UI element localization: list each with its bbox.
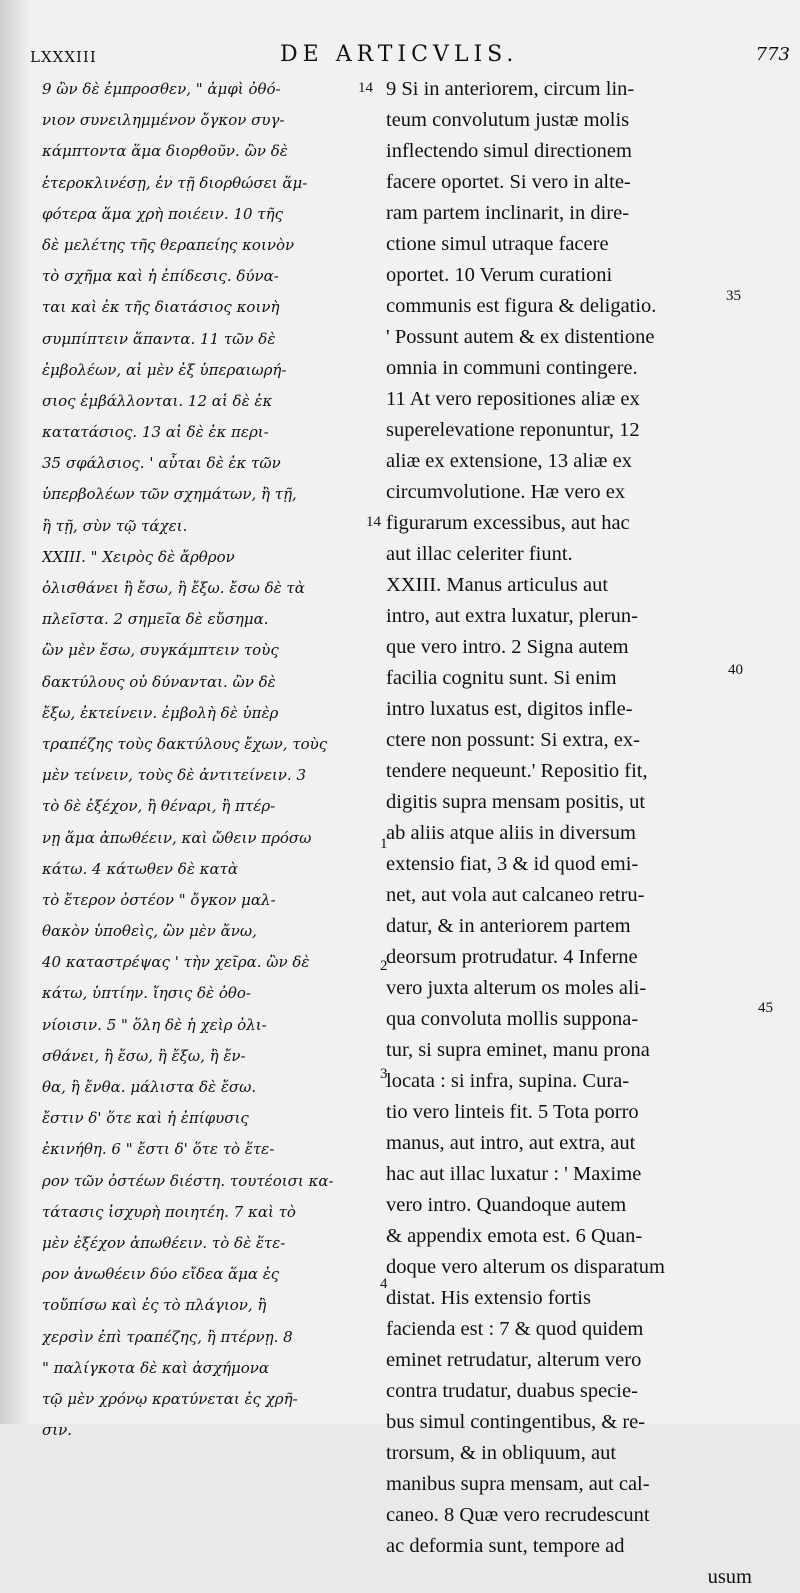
- latin-text-line: tur, si supra eminet, manu prona: [386, 1039, 650, 1061]
- latin-text-line: extensio fiat, 3 & id quod emi-: [386, 853, 639, 875]
- latin-text-line: inflectendo simul directionem: [386, 140, 632, 162]
- greek-text-line: σιος ἐμβάλλονται. 12 αἱ δὲ ἐκ: [42, 391, 273, 410]
- latin-text-line: 9 Si in anteriorem, circum lin-: [386, 78, 635, 100]
- greek-text-line: τὸ δὲ ἐξέχον, ἢ θέναρι, ἢ πτέρ-: [42, 797, 276, 816]
- latin-text-line: distat. His extensio fortis: [386, 1287, 591, 1309]
- latin-text-line: digitis supra mensam positis, ut: [386, 791, 646, 813]
- latin-text-line: trorsum, & in obliquum, aut: [386, 1442, 617, 1464]
- latin-text-line: facere oportet. Si vero in alte-: [386, 171, 631, 193]
- latin-text-line: manibus supra mensam, aut cal-: [386, 1473, 650, 1495]
- greek-text-line: ὑπερβολέων τῶν σχημάτων, ἢ τῇ,: [42, 485, 297, 504]
- greek-text-line: ἑτεροκλινέσῃ, ἐν τῇ διορθώσει ἅμ-: [42, 173, 308, 192]
- latin-text-line: intro luxatus est, digitos infle-: [386, 698, 633, 720]
- latin-text-line: communis est figura & deligatio.: [386, 295, 657, 317]
- latin-text-line: aut illac celeriter fiunt.: [386, 543, 573, 565]
- greek-text-line: ἐκινήθη. 6 " ἔστι δ' ὅτε τὸ ἕτε-: [42, 1140, 275, 1159]
- latin-text-line: tio vero linteis fit. 5 Tota porro: [386, 1101, 639, 1123]
- latin-text-line: contra trudatur, duabus specie-: [386, 1380, 638, 1402]
- greek-text-line: θα, ἢ ἔνθα. μάλιστα δὲ ἔσω.: [42, 1078, 257, 1096]
- latin-text-line: que vero intro. 2 Signa autem: [386, 636, 629, 658]
- latin-text-line: doque vero alterum os disparatum: [386, 1256, 665, 1278]
- latin-text-line: vero juxta alterum os moles ali-: [386, 977, 647, 999]
- latin-text-line: superelevatione reponuntur, 12: [386, 419, 640, 441]
- latin-text-line: eminet retrudatur, alterum vero: [386, 1349, 642, 1371]
- latin-text-line: usum: [707, 1566, 752, 1588]
- latin-text-column: [386, 74, 752, 1593]
- greek-text-line: τραπέζης τοὺς δακτύλους ἔχων, τοὺς: [42, 734, 328, 753]
- page-number: 773: [755, 44, 790, 65]
- latin-text-line: 11 At vero repositiones aliæ ex: [386, 388, 640, 410]
- greek-text-line: ται καὶ ἐκ τῆς διατάσιος κοινὴ: [42, 298, 280, 317]
- greek-margin-number: 1: [380, 836, 388, 852]
- section-number: LXXXIII: [30, 48, 97, 66]
- greek-text-line: ἢ τῇ, σὺν τῷ τάχει.: [42, 516, 188, 535]
- latin-text-line: XXIII. Manus articulus aut: [386, 574, 609, 596]
- latin-text-line: ctione simul utraque facere: [386, 233, 609, 255]
- greek-text-line: δὲ μελέτης τῆς θεραπείης κοινὸν: [42, 235, 295, 254]
- greek-text-line: νίοισιν. 5 " ὅλη δὲ ἡ χεὶρ ὀλι-: [42, 1015, 267, 1034]
- latin-text-line: ab aliis atque aliis in diversum: [386, 822, 636, 844]
- greek-margin-number: 14: [358, 80, 373, 96]
- greek-text-line: νιον συνειλημμένον ὄγκον συγ-: [42, 111, 285, 130]
- latin-text-line: caneo. 8 Quæ vero recrudescunt: [386, 1504, 650, 1526]
- greek-margin-number: 2: [380, 958, 388, 974]
- latin-text-line: omnia in communi contingere.: [386, 357, 638, 379]
- greek-text-line: θακὸν ὑποθεὶς, ὢν μὲν ἄνω,: [42, 922, 257, 941]
- latin-text-line: qua convoluta mollis suppona-: [386, 1008, 639, 1030]
- latin-margin-number: 35: [726, 288, 741, 304]
- greek-text-line: 35 σφάλσιος. ' αὗται δὲ ἐκ τῶν: [42, 454, 281, 473]
- greek-text-line: κάτω, ὑπτίην. ἴησις δὲ ὀθο-: [42, 984, 251, 1003]
- greek-text-line: τὸ σχῆμα καὶ ἡ ἐπίδεσις. δύνα-: [42, 267, 279, 286]
- greek-text-line: ὢν μὲν ἔσω, συγκάμπτειν τοὺς: [42, 641, 279, 660]
- greek-text-line: XXIII. " Χειρὸς δὲ ἄρθρον: [42, 547, 235, 566]
- greek-margin-number: 14: [366, 514, 381, 530]
- greek-margin-number: 3: [380, 1066, 388, 1082]
- greek-text-line: 9 ὢν δὲ ἐμπροσθεν, " ἀμφὶ ὀθό-: [42, 80, 281, 98]
- latin-text-line: oportet. 10 Verum curationi: [386, 264, 613, 286]
- latin-text-line: & appendix emota est. 6 Quan-: [386, 1225, 643, 1247]
- latin-text-line: ctere non possunt: Si extra, ex-: [386, 729, 640, 751]
- latin-text-line: manus, aut intro, aut extra, aut: [386, 1132, 636, 1154]
- greek-text-line: κάμπτοντα ἅμα διορθοῦν. ὢν δὲ: [42, 142, 288, 161]
- greek-text-line: ἔξω, ἐκτείνειν. ἐμβολὴ δὲ ὑπὲρ: [42, 703, 279, 722]
- greek-text-line: ἐμβολέων, αἱ μὲν ἐξ ὑπεραιωρή-: [42, 360, 287, 379]
- greek-text-line: " παλίγκοτα δὲ καὶ ἀσχήμονα: [42, 1358, 270, 1377]
- latin-text-line: tendere nequeunt.' Repositio fit,: [386, 760, 648, 782]
- greek-text-line: ἔστιν δ' ὅτε καὶ ἡ ἐπίφυσις: [42, 1109, 249, 1128]
- latin-text-line: teum convolutum justæ molis: [386, 109, 630, 131]
- greek-text-line: νῃ ἅμα ἀπωθέειν, καὶ ὤθειν πρόσω: [42, 828, 312, 847]
- greek-text-line: δακτύλους οὐ δύνανται. ὢν δὲ: [42, 672, 276, 691]
- greek-margin-number: 4: [380, 1276, 388, 1292]
- greek-text-line: 40 καταστρέψας ' τὴν χεῖρα. ὢν δὲ: [42, 953, 310, 972]
- greek-text-line: μὲν τείνειν, τοὺς δὲ ἀντιτείνειν. 3: [42, 766, 306, 785]
- latin-margin-number: 40: [728, 662, 743, 678]
- greek-text-line: τοὔπίσω καὶ ἐς τὸ πλάγιον, ἢ: [42, 1296, 267, 1315]
- latin-text-line: locata : si infra, supina. Cura-: [386, 1070, 630, 1092]
- latin-text-line: ' Possunt autem & ex distentione: [386, 326, 655, 348]
- latin-text-line: bus simul contingentibus, & re-: [386, 1411, 646, 1433]
- page-title: DE ARTICVLIS.: [280, 42, 519, 67]
- greek-text-line: κάτω. 4 κάτωθεν δὲ κατὰ: [42, 859, 239, 878]
- greek-text-line: τὸ ἕτερον ὀστέον " ὄγκον μαλ-: [42, 890, 276, 909]
- latin-text-line: aliæ ex extensione, 13 aliæ ex: [386, 450, 632, 472]
- latin-text-line: vero intro. Quandoque autem: [386, 1194, 627, 1216]
- greek-text-column: [42, 74, 378, 1446]
- greek-text-line: σθάνει, ἢ ἔσω, ἢ ἔξω, ἢ ἔν-: [42, 1046, 246, 1065]
- latin-text-line: circumvolutione. Hæ vero ex: [386, 481, 626, 503]
- running-header: [30, 40, 790, 74]
- latin-text-line: hac aut illac luxatur : ' Maxime: [386, 1163, 642, 1185]
- latin-text-line: deorsum protrudatur. 4 Inferne: [386, 946, 638, 968]
- latin-text-line: facienda est : 7 & quod quidem: [386, 1318, 644, 1340]
- latin-text-line: intro, aut extra luxatur, plerun-: [386, 605, 638, 627]
- greek-text-line: φότερα ἅμα χρὴ ποιέειν. 10 τῆς: [42, 204, 283, 223]
- greek-text-line: τῷ μὲν χρόνῳ κρατύνεται ἐς χρῆ-: [42, 1389, 298, 1408]
- greek-text-line: πλεῖστα. 2 σημεῖα δὲ εὔσημα.: [42, 610, 269, 629]
- greek-text-line: ρον τῶν ὀστέων διέστη. τουτέοισι κα-: [42, 1171, 334, 1190]
- greek-text-line: κατατάσιος. 13 αἱ δὲ ἐκ περι-: [42, 423, 269, 442]
- greek-text-line: ὀλισθάνει ἢ ἔσω, ἢ ἔξω. ἔσω δὲ τὰ: [42, 579, 305, 597]
- greek-text-line: σιν.: [42, 1421, 73, 1440]
- latin-margin-number: 45: [758, 1000, 773, 1016]
- greek-text-line: μὲν ἐξέχον ἀπωθέειν. τὸ δὲ ἕτε-: [42, 1233, 286, 1252]
- latin-text-line: facilia cognitu sunt. Si enim: [386, 667, 617, 689]
- latin-text-line: ac deformia sunt, tempore ad: [386, 1535, 625, 1557]
- latin-text-line: net, aut vola aut calcaneo retru-: [386, 884, 645, 906]
- greek-text-line: χερσὶν ἐπὶ τραπέζης, ἢ πτέρνῃ. 8: [42, 1327, 293, 1346]
- latin-text-line: datur, & in anteriorem partem: [386, 915, 631, 937]
- latin-text-line: ram partem inclinarit, in dire-: [386, 202, 630, 224]
- greek-text-line: ρον ἀνωθέειν δύο εἴδεα ἅμα ἐς: [42, 1265, 280, 1284]
- greek-text-line: τάτασις ἰσχυρὴ ποιητέη. 7 καὶ τὸ: [42, 1202, 296, 1221]
- greek-text-line: συμπίπτειν ἅπαντα. 11 τῶν δὲ: [42, 329, 276, 348]
- latin-text-line: figurarum excessibus, aut hac: [386, 512, 630, 534]
